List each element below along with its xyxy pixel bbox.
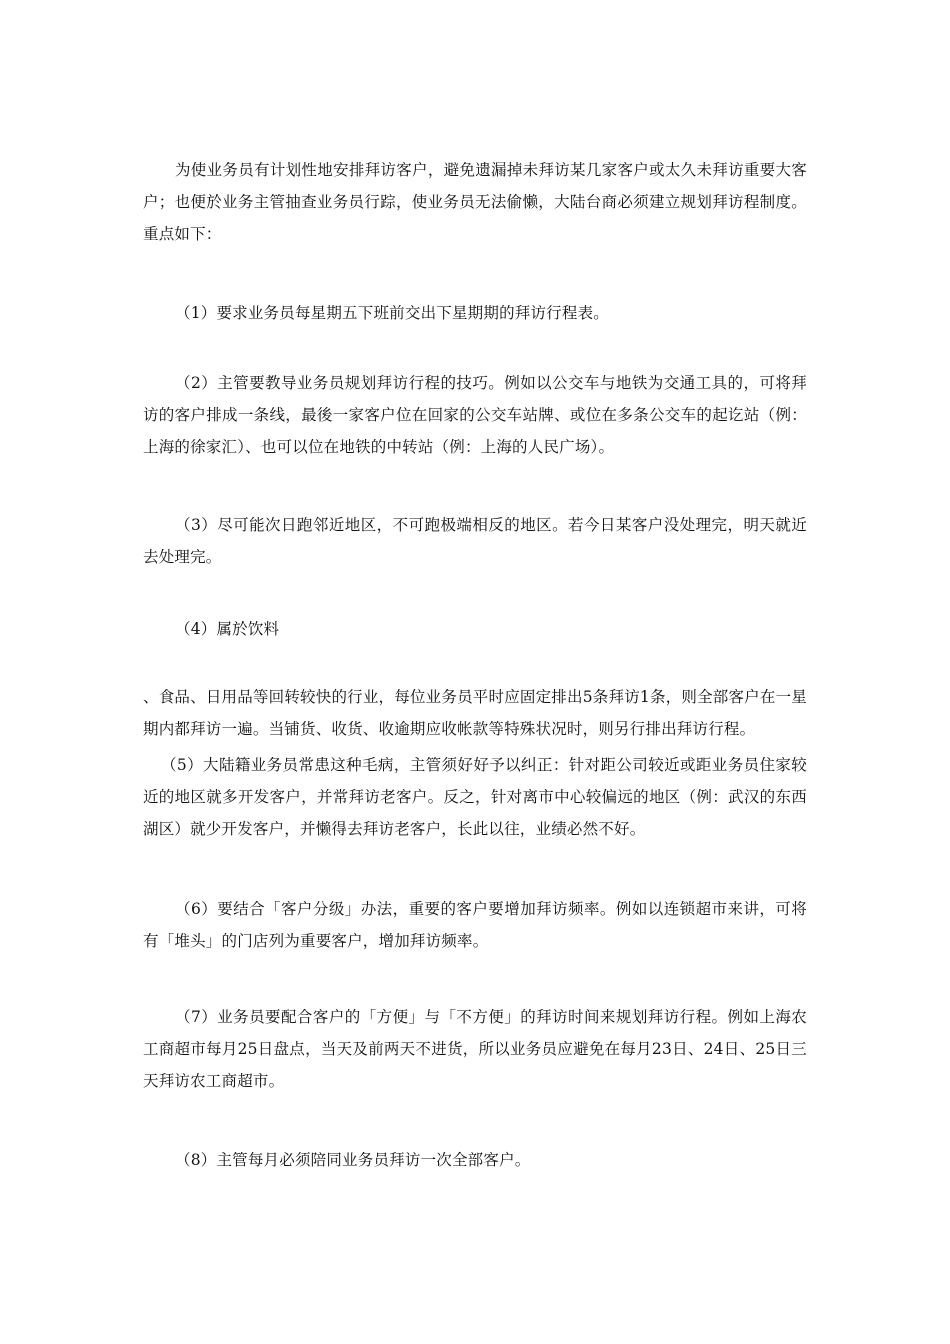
- point-4-continuation-paragraph: 、食品、日用品等回转较快的行业，每位业务员平时应固定排出5条拜访1条，则全部客户在一星期内都拜访一遍。当铺货、收货、收逾期应收帐款等特殊状况时，则另行排出拜访行程。: [143, 688, 807, 738]
- point-6-paragraph: （6）要结合「客户分级」办法，重要的客户要增加拜访频率。例如以连锁超市来讲，可将有「堆头」的门店列为重要客户，增加拜访频率。: [143, 900, 807, 950]
- point-8-paragraph: （8）主管每月必须陪同业务员拜访一次全部客户。: [175, 1151, 531, 1169]
- point-5-paragraph: （5）大陆籍业务员常患这种毛病，主管须好好予以纠正：针对距公司较近或距业务员住家较近的地区就多开发客户，并常拜访老客户。反之，针对离市中心较偏远的地区（例：武汉的东西湖区）就少开发客户，并懒得去拜访老客户，长此以往，业绩必然不好。: [143, 756, 807, 838]
- point-7-paragraph: （7）业务员要配合客户的「方便」与「不方便」的拜访时间来规划拜访行程。例如上海农工商超市每月25日盘点，当天及前两天不进货，所以业务员应避免在每月23日、24日、25日三天拜访农工商超市。: [143, 1008, 807, 1090]
- point-2-paragraph: （2）主管要教导业务员规划拜访行程的技巧。例如以公交车与地铁为交通工具的，可将拜访的客户排成一条线，最後一家客户位在回家的公交车站牌、或位在多条公交车的起讫站（例：上海的徐家汇）、也可以位在地铁的中转站（例：上海的人民广场）。: [143, 374, 807, 456]
- intro-paragraph: 为使业务员有计划性地安排拜访客户，避免遗漏掉未拜访某几家客户或太久未拜访重要大客户；也便於业务主管抽查业务员行踪，使业务员无法偷懒，大陆台商必须建立规划拜访程制度。重点如下：: [143, 161, 807, 243]
- point-1-paragraph: （1）要求业务员每星期五下班前交出下星期期的拜访行程表。: [175, 304, 609, 322]
- point-3-paragraph: （3）尽可能次日跑邻近地区，不可跑极端相反的地区。若今日某客户没处理完，明天就近去处理完。: [143, 516, 807, 566]
- point-4-paragraph: （4）属於饮料: [175, 620, 280, 638]
